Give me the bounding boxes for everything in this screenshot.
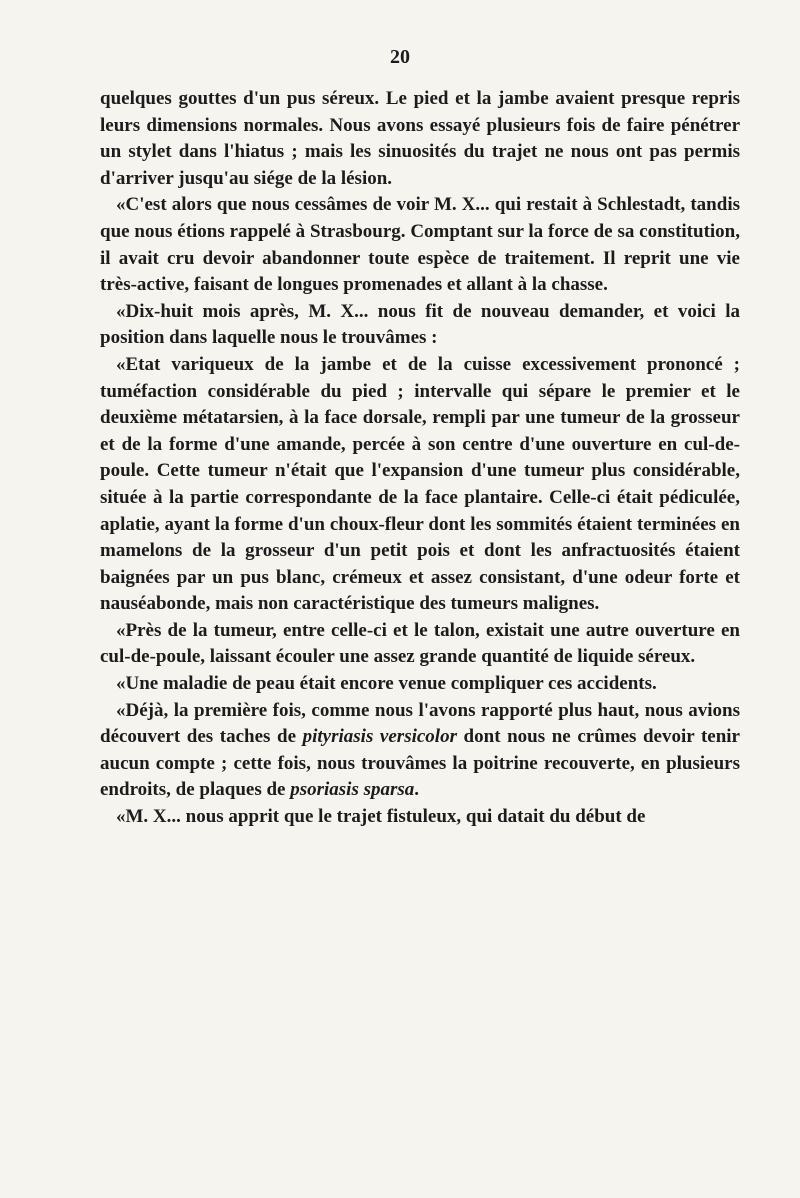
paragraph-trajet-fistuleux: «M. X... nous apprit que le trajet fistuleux, qui datait du début de xyxy=(116,806,646,828)
paragraph-dix-huit-mois: «Dix-huit mois après, M. X... nous fit de nouveau demander, et voici la position dans laquelle nous le trouvâmes : xyxy=(100,300,740,349)
body-text xyxy=(100,86,740,831)
pityriasis-term: pityriasis versicolor xyxy=(302,726,457,748)
paragraph-schlestadt: «C'est alors que nous cessâmes de voir M. X... qui restait à Schlestadt, tandis que nous étions rappelé à Strasbourg. Comptant sur la force de sa constitution, il avait cru devoir abandonner toute espèce de traitement. Il reprit une vie très-active, faisant de longues promenades et allant à la chasse. xyxy=(100,194,740,296)
paragraph-etat-variqueux: «Etat variqueux de la jambe et de la cuisse excessivement prononcé ; tuméfaction considérable du pied ; intervalle qui sépare le premier et le deuxième métatarsien, à la face dorsale, rempli par une tumeur de la grosseur et de la forme d'une amande, percée à son centre d'une ouverture en cul-de-poule. Cette tumeur n'était que l'expansion d'une tumeur plus considérable, située à la partie correspondante de la face plantaire. Celle-ci était pédiculée, aplatie, ayant la forme d'un choux-fleur dont les sommités étaient terminées en mamelons de la grosseur d'un petit pois et dont les anfractuosités étaient baignées par un pus blanc, crémeux et assez consistant, d'une odeur forte et nauséabonde, mais non caractéristique des tumeurs malignes. xyxy=(100,353,740,615)
psoriasis-term: psoriasis sparsa xyxy=(290,779,415,801)
paragraph-pres-de-la-tumeur: «Près de la tumeur, entre celle-ci et le talon, existait une autre ouverture en cul-de-poule, laissant écouler une assez grande quantité de liquide séreux. xyxy=(100,619,740,668)
paragraph-maladie-de-peau: «Une maladie de peau était encore venue compliquer ces accidents. xyxy=(116,673,657,695)
paragraph-continuation: quelques gouttes d'un pus séreux. Le pied et la jambe avaient presque repris leurs dimensions normales. Nous avons essayé plusieurs fois de faire pénétrer un stylet dans l'hiatus ; mais les sinuosités du trajet ne nous ont pas permis d'arriver jusqu'au siége de la lésion. xyxy=(100,88,740,189)
paragraph-deja-text-3: . xyxy=(414,779,420,801)
paragraph-deja xyxy=(100,698,740,804)
page-number: 20 xyxy=(390,46,410,68)
paragraph-deja-text-1: «Déjà, la première fois, comme nous l'avons rapporté plus haut, nous avions découvert des taches de xyxy=(100,699,740,748)
paragraph-deja-text-2: dont nous ne crûmes devoir tenir aucun compte ; cette fois, nous trouvâmes la poitrine recouverte, en plusieurs endroits, de plaques de xyxy=(100,726,740,801)
